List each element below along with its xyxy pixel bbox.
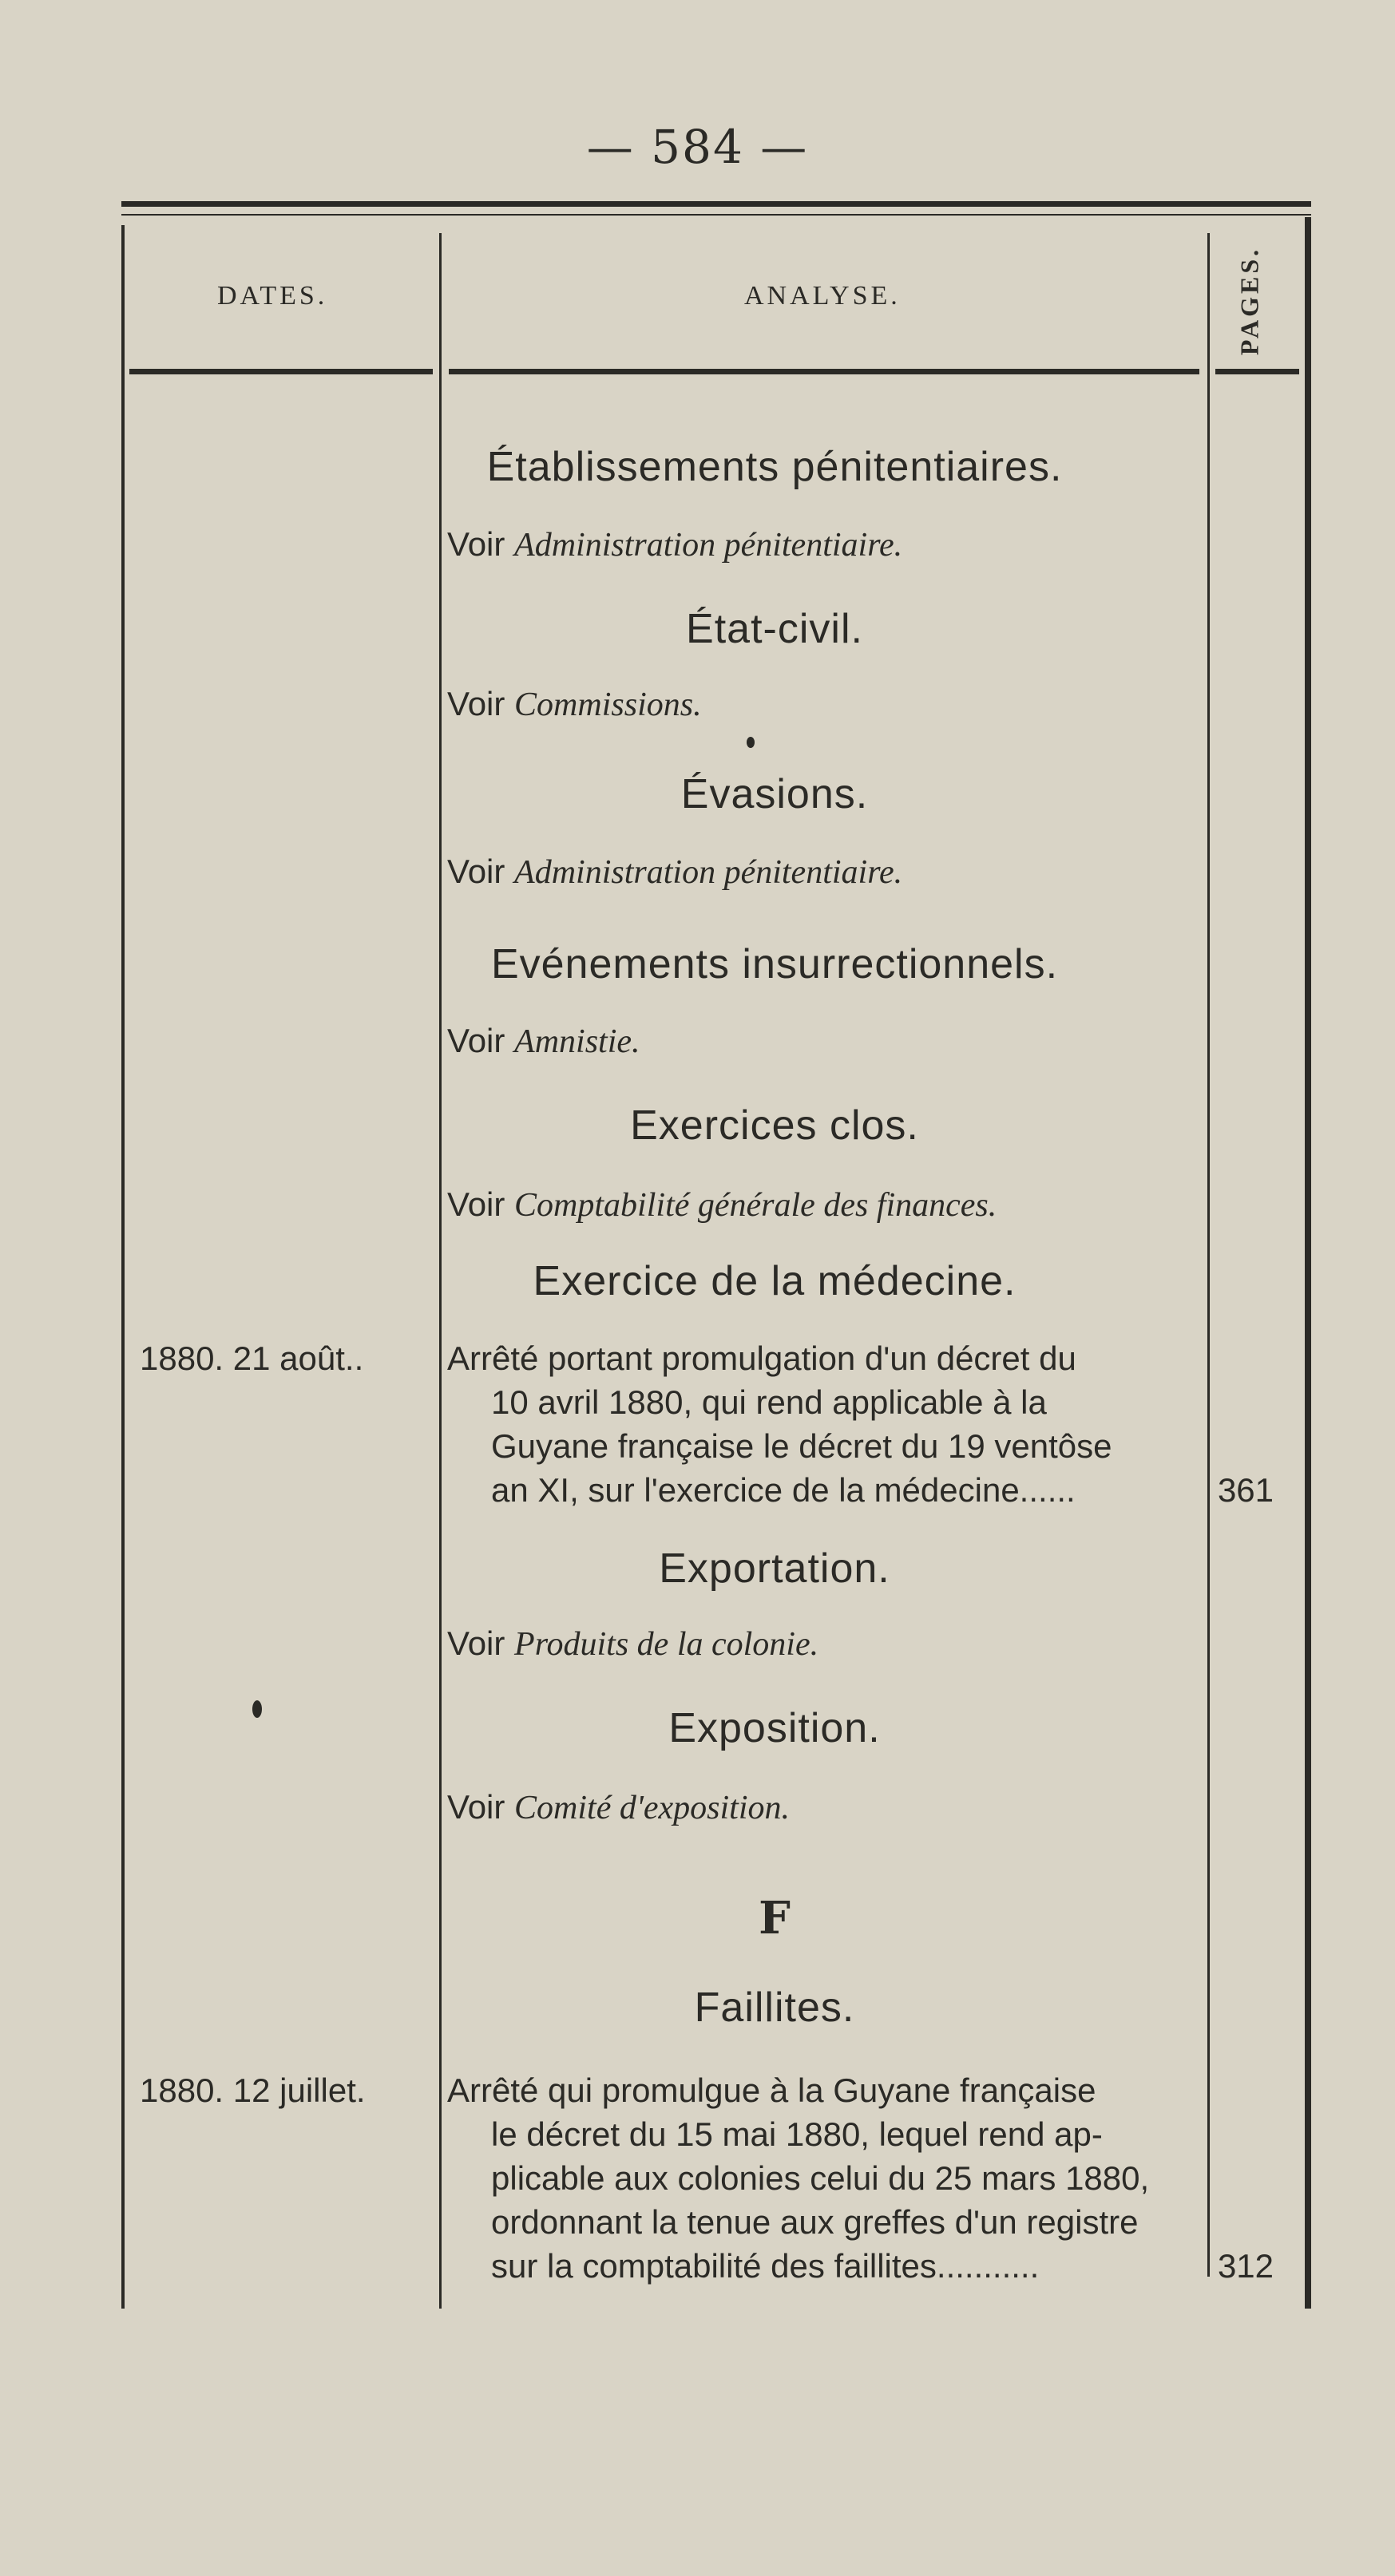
pages-header: PAGES.	[1234, 246, 1264, 356]
analyse-column-divider	[1207, 233, 1210, 2277]
entry-line: Guyane française le décret du 19 ventôse	[491, 1427, 1112, 1465]
right-border	[1305, 217, 1311, 2309]
analyse-header-rule	[449, 369, 1199, 374]
left-border	[121, 225, 125, 2309]
entry-page: 361	[1217, 1471, 1274, 1509]
see-reference: Voir Commissions.	[447, 685, 702, 723]
letter-heading: F	[759, 1892, 791, 1945]
page-number: — 584 —	[586, 120, 809, 174]
dates-column-divider	[439, 233, 442, 2309]
entry-line: an XI, sur l'exercice de la médecine......	[491, 1471, 1076, 1509]
section-heading: État-civil.	[686, 606, 863, 652]
entry-line: 10 avril 1880, qui rend applicable à la	[491, 1383, 1047, 1421]
entry-date: 1880. 12 juillet.	[140, 2071, 366, 2109]
pages-header-rule	[1215, 369, 1299, 374]
section-heading: Établissements pénitentiaires.	[486, 444, 1063, 490]
see-reference: Voir Comptabilité générale des finances.	[447, 1185, 997, 1224]
entry-page: 312	[1217, 2247, 1274, 2285]
section-heading: Exercice de la médecine.	[533, 1258, 1017, 1304]
entry-date: 1880. 21 août..	[140, 1339, 364, 1377]
dates-header-rule	[129, 369, 433, 374]
table-top-rule	[121, 201, 1311, 207]
see-reference: Voir Administration pénitentiaire.	[447, 853, 903, 891]
section-heading: Exercices clos.	[630, 1102, 919, 1149]
entry-line: sur la comptabilité des faillites...........	[491, 2247, 1040, 2285]
see-reference: Voir Produits de la colonie.	[447, 1624, 819, 1663]
analyse-header: ANALYSE.	[744, 281, 901, 311]
section-heading: Exportation.	[659, 1545, 890, 1592]
entry-line: le décret du 15 mai 1880, lequel rend ap-	[491, 2115, 1103, 2153]
entry-line: plicable aux colonies celui du 25 mars 1880,	[491, 2159, 1150, 2197]
ink-speck	[252, 1700, 262, 1718]
entry-line: ordonnant la tenue aux greffes d'un registre	[491, 2203, 1139, 2241]
section-heading: Evénements insurrectionnels.	[490, 941, 1059, 987]
see-reference: Voir Amnistie.	[447, 1022, 640, 1060]
table-top-rule-thin	[121, 214, 1311, 216]
section-heading: Exposition.	[668, 1705, 881, 1751]
ink-speck	[747, 737, 755, 748]
entry-line: Arrêté portant promulgation d'un décret du	[447, 1339, 1076, 1377]
see-reference: Voir Comité d'exposition.	[447, 1788, 790, 1826]
entry-line: Arrêté qui promulgue à la Guyane française	[447, 2071, 1096, 2109]
section-heading: Faillites.	[694, 1984, 855, 2031]
see-reference: Voir Administration pénitentiaire.	[447, 525, 903, 564]
dates-header: DATES.	[217, 281, 328, 311]
section-heading: Évasions.	[680, 771, 869, 817]
